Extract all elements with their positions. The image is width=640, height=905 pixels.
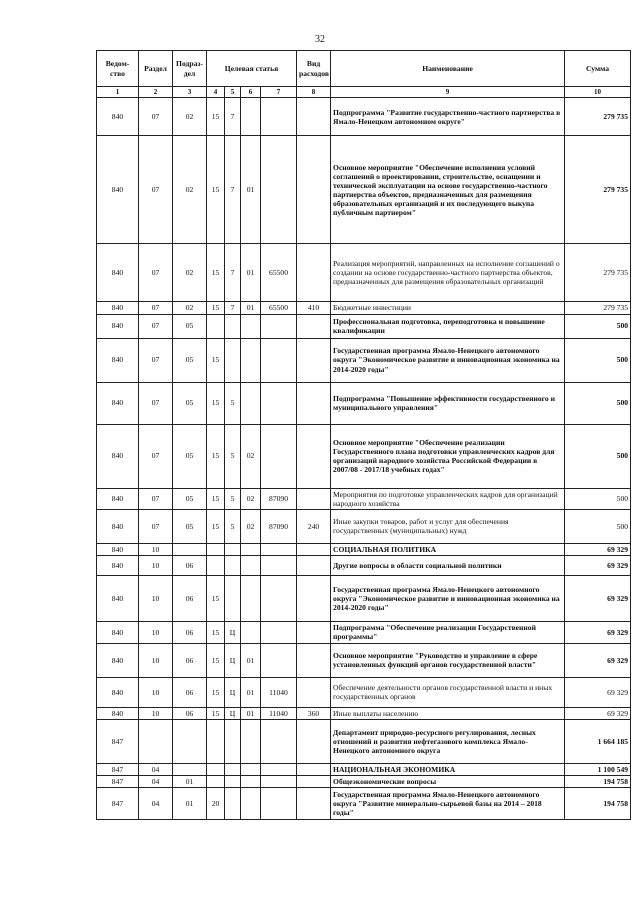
cell-sum: 69 329 xyxy=(565,707,631,719)
cell-expense-type xyxy=(297,788,331,820)
cell-podrazdel: 05 xyxy=(173,424,207,488)
cell-podrazdel: 06 xyxy=(173,643,207,677)
cell-razdel: 10 xyxy=(139,621,173,643)
cell-expense-type xyxy=(297,244,331,302)
cell-name: НАЦИОНАЛЬНАЯ ЭКОНОМИКА xyxy=(331,763,565,775)
cell-target-measure xyxy=(241,763,261,775)
cell-target-program xyxy=(207,543,225,555)
cell-expense-type xyxy=(297,543,331,555)
budget-table xyxy=(96,50,631,820)
cell-expense-type xyxy=(297,424,331,488)
cell-name: Подпрограмма "Повышение эффективности государственного и муниципального управления" xyxy=(331,382,565,424)
cell-sum: 69 329 xyxy=(565,555,631,575)
cell-vedomstvo: 840 xyxy=(97,314,139,338)
table-row xyxy=(97,543,631,555)
cell-target-subprogram: Ц xyxy=(225,677,241,707)
cell-name: Профессиональная подготовка, переподготовка и повышение квалификации xyxy=(331,314,565,338)
cell-podrazdel: 06 xyxy=(173,621,207,643)
cell-razdel: 07 xyxy=(139,424,173,488)
cell-target-subprogram xyxy=(225,776,241,788)
cell-name: Подпрограмма "Обеспечение реализации Государственной программы" xyxy=(331,621,565,643)
cell-vedomstvo: 840 xyxy=(97,575,139,621)
cell-razdel: 07 xyxy=(139,244,173,302)
table-row xyxy=(97,719,631,763)
cell-expense-type xyxy=(297,555,331,575)
cell-target-direction xyxy=(261,98,297,136)
cell-name: Бюджетные инвестиции xyxy=(331,302,565,314)
cell-target-subprogram: 7 xyxy=(225,136,241,244)
cell-expense-type xyxy=(297,314,331,338)
header-row xyxy=(97,51,631,87)
table-row xyxy=(97,98,631,136)
cell-razdel: 07 xyxy=(139,136,173,244)
cell-sum: 69 329 xyxy=(565,543,631,555)
cell-sum: 500 xyxy=(565,382,631,424)
cell-sum: 279 735 xyxy=(565,244,631,302)
table-row xyxy=(97,575,631,621)
cell-target-subprogram: 7 xyxy=(225,244,241,302)
cell-target-program xyxy=(207,776,225,788)
cell-target-program: 15 xyxy=(207,302,225,314)
cell-target-program: 15 xyxy=(207,244,225,302)
cell-target-program: 15 xyxy=(207,424,225,488)
table-row xyxy=(97,776,631,788)
col-index: 6 xyxy=(241,87,261,98)
cell-target-measure: 02 xyxy=(241,488,261,509)
col-index: 7 xyxy=(261,87,297,98)
cell-sum: 279 735 xyxy=(565,136,631,244)
col-index: 5 xyxy=(225,87,241,98)
cell-target-measure: 01 xyxy=(241,677,261,707)
cell-expense-type: 410 xyxy=(297,302,331,314)
cell-target-direction xyxy=(261,424,297,488)
cell-target-program xyxy=(207,314,225,338)
cell-sum: 279 735 xyxy=(565,302,631,314)
cell-target-subprogram: Ц xyxy=(225,621,241,643)
cell-podrazdel: 05 xyxy=(173,488,207,509)
cell-razdel: 10 xyxy=(139,643,173,677)
cell-target-program: 15 xyxy=(207,677,225,707)
cell-expense-type: 240 xyxy=(297,509,331,543)
cell-name: Основное мероприятие "Обеспечение реализации Государственного плана подготовки управленческих кадров для организаций народного хозяйства Российской Федерации в 2007/08 - 2017/18 учебных годах" xyxy=(331,424,565,488)
cell-razdel: 10 xyxy=(139,543,173,555)
cell-target-direction xyxy=(261,136,297,244)
cell-target-subprogram xyxy=(225,314,241,338)
cell-target-measure xyxy=(241,98,261,136)
cell-target-subprogram xyxy=(225,719,241,763)
cell-expense-type xyxy=(297,338,331,382)
cell-expense-type xyxy=(297,776,331,788)
cell-expense-type xyxy=(297,763,331,775)
column-index-row xyxy=(97,87,631,98)
cell-target-measure xyxy=(241,338,261,382)
table-row xyxy=(97,302,631,314)
cell-target-measure xyxy=(241,314,261,338)
page-number: 32 xyxy=(315,34,325,45)
cell-target-program: 20 xyxy=(207,788,225,820)
cell-expense-type xyxy=(297,136,331,244)
cell-target-subprogram: 5 xyxy=(225,424,241,488)
cell-vedomstvo: 840 xyxy=(97,707,139,719)
cell-target-measure xyxy=(241,719,261,763)
cell-target-direction xyxy=(261,763,297,775)
cell-podrazdel: 02 xyxy=(173,302,207,314)
cell-podrazdel: 06 xyxy=(173,677,207,707)
cell-sum: 69 329 xyxy=(565,575,631,621)
cell-podrazdel: 06 xyxy=(173,555,207,575)
cell-target-direction xyxy=(261,575,297,621)
cell-vedomstvo: 840 xyxy=(97,136,139,244)
cell-expense-type xyxy=(297,621,331,643)
cell-name: Другие вопросы в области социальной политики xyxy=(331,555,565,575)
cell-razdel: 10 xyxy=(139,677,173,707)
cell-target-direction xyxy=(261,776,297,788)
cell-target-measure xyxy=(241,621,261,643)
cell-target-measure: 01 xyxy=(241,707,261,719)
cell-target-direction xyxy=(261,555,297,575)
cell-razdel: 10 xyxy=(139,707,173,719)
table-row xyxy=(97,643,631,677)
cell-target-measure: 01 xyxy=(241,643,261,677)
cell-podrazdel: 05 xyxy=(173,338,207,382)
cell-name: Общеэкономические вопросы xyxy=(331,776,565,788)
table-row xyxy=(97,338,631,382)
cell-vedomstvo: 840 xyxy=(97,488,139,509)
cell-razdel: 07 xyxy=(139,302,173,314)
cell-target-direction xyxy=(261,621,297,643)
cell-vedomstvo: 840 xyxy=(97,509,139,543)
cell-target-measure: 01 xyxy=(241,244,261,302)
cell-target-direction xyxy=(261,338,297,382)
table-row xyxy=(97,763,631,775)
cell-name: Иные закупки товаров, работ и услуг для обеспечения государственных (муниципальных) нужд xyxy=(331,509,565,543)
cell-target-direction xyxy=(261,788,297,820)
table-row xyxy=(97,136,631,244)
cell-sum: 500 xyxy=(565,509,631,543)
table-row xyxy=(97,314,631,338)
cell-name: Обеспечение деятельности органов государственной власти и иных государственных органов xyxy=(331,677,565,707)
cell-vedomstvo: 847 xyxy=(97,763,139,775)
cell-vedomstvo: 847 xyxy=(97,788,139,820)
cell-vedomstvo: 840 xyxy=(97,424,139,488)
cell-target-subprogram xyxy=(225,575,241,621)
cell-razdel: 07 xyxy=(139,382,173,424)
cell-target-subprogram: Ц xyxy=(225,643,241,677)
cell-target-subprogram: 5 xyxy=(225,382,241,424)
table-row xyxy=(97,509,631,543)
col-index: 8 xyxy=(297,87,331,98)
table-row xyxy=(97,424,631,488)
cell-target-direction: 65500 xyxy=(261,302,297,314)
cell-vedomstvo: 847 xyxy=(97,719,139,763)
header-celevaya-statya: Целевая статья xyxy=(207,51,297,87)
cell-target-direction: 87090 xyxy=(261,509,297,543)
cell-sum: 194 758 xyxy=(565,776,631,788)
cell-target-subprogram xyxy=(225,543,241,555)
cell-target-subprogram: 7 xyxy=(225,302,241,314)
cell-sum: 500 xyxy=(565,314,631,338)
cell-podrazdel: 06 xyxy=(173,575,207,621)
cell-vedomstvo: 840 xyxy=(97,244,139,302)
cell-name: СОЦИАЛЬНАЯ ПОЛИТИКА xyxy=(331,543,565,555)
table-row xyxy=(97,621,631,643)
cell-podrazdel: 02 xyxy=(173,244,207,302)
cell-target-direction xyxy=(261,643,297,677)
cell-target-program xyxy=(207,763,225,775)
cell-sum: 1 664 185 xyxy=(565,719,631,763)
cell-target-program: 15 xyxy=(207,621,225,643)
cell-target-direction: 11040 xyxy=(261,707,297,719)
cell-target-program xyxy=(207,719,225,763)
cell-podrazdel xyxy=(173,543,207,555)
table-row xyxy=(97,244,631,302)
cell-target-direction xyxy=(261,543,297,555)
cell-target-direction: 87090 xyxy=(261,488,297,509)
cell-target-subprogram xyxy=(225,763,241,775)
cell-sum: 279 735 xyxy=(565,98,631,136)
cell-target-program: 15 xyxy=(207,98,225,136)
table-row xyxy=(97,488,631,509)
cell-expense-type xyxy=(297,677,331,707)
cell-target-measure: 01 xyxy=(241,302,261,314)
cell-name: Подпрограмма "Развитие государственно-частного партнерства в Ямало-Ненецком автономном округе" xyxy=(331,98,565,136)
cell-target-program: 15 xyxy=(207,643,225,677)
cell-target-subprogram: 7 xyxy=(225,98,241,136)
cell-sum: 500 xyxy=(565,338,631,382)
cell-target-subprogram: 5 xyxy=(225,488,241,509)
cell-target-program: 15 xyxy=(207,382,225,424)
cell-sum: 500 xyxy=(565,488,631,509)
cell-target-direction xyxy=(261,382,297,424)
cell-podrazdel: 05 xyxy=(173,314,207,338)
cell-target-measure xyxy=(241,555,261,575)
cell-name: Основное мероприятие "Обеспечение исполнения условий соглашений о проектировании, строительстве, оснащении и технической эксплуатации на основе государственно-частного партнерства объектов, предназначенных для размещения образовательных организаций и их последующего выкупа публичным партнером" xyxy=(331,136,565,244)
cell-expense-type xyxy=(297,643,331,677)
cell-podrazdel: 05 xyxy=(173,382,207,424)
header-summa: Сумма xyxy=(565,51,631,87)
cell-target-direction xyxy=(261,314,297,338)
col-index: 10 xyxy=(565,87,631,98)
cell-razdel: 04 xyxy=(139,788,173,820)
cell-razdel: 04 xyxy=(139,776,173,788)
cell-target-program: 15 xyxy=(207,338,225,382)
cell-target-subprogram: Ц xyxy=(225,707,241,719)
cell-target-program: 15 xyxy=(207,575,225,621)
cell-vedomstvo: 840 xyxy=(97,555,139,575)
cell-target-measure xyxy=(241,543,261,555)
cell-expense-type xyxy=(297,382,331,424)
cell-name: Государственная программа Ямало-Ненецкого автономного округа "Экономическое развитие и инновационная экономика на 2014-2020 годы" xyxy=(331,338,565,382)
table-row xyxy=(97,677,631,707)
cell-target-measure: 02 xyxy=(241,424,261,488)
cell-name: Мероприятия по подготовке управленческих кадров для организаций народного хозяйства xyxy=(331,488,565,509)
cell-podrazdel: 02 xyxy=(173,136,207,244)
cell-name: Основное мероприятие "Руководство и управление в сфере установленных функций органов государственной власти" xyxy=(331,643,565,677)
cell-razdel: 07 xyxy=(139,314,173,338)
cell-podrazdel: 01 xyxy=(173,776,207,788)
col-index: 2 xyxy=(139,87,173,98)
cell-target-measure: 02 xyxy=(241,509,261,543)
cell-vedomstvo: 840 xyxy=(97,677,139,707)
cell-vedomstvo: 840 xyxy=(97,302,139,314)
cell-expense-type: 360 xyxy=(297,707,331,719)
cell-target-direction: 11040 xyxy=(261,677,297,707)
cell-name: Иные выплаты населению xyxy=(331,707,565,719)
cell-vedomstvo: 847 xyxy=(97,776,139,788)
table-row xyxy=(97,382,631,424)
cell-podrazdel xyxy=(173,763,207,775)
header-vid-rashodov: Вид расходов xyxy=(297,51,331,87)
table-row xyxy=(97,788,631,820)
cell-target-subprogram xyxy=(225,788,241,820)
cell-target-subprogram: 5 xyxy=(225,509,241,543)
header-podrazdel: Подраз-дел xyxy=(173,51,207,87)
cell-target-program xyxy=(207,555,225,575)
table-row xyxy=(97,707,631,719)
cell-name: Государственная программа Ямало-Ненецкого автономного округа "Развитие минерально-сырьевой базы на 2014 – 2018 годы" xyxy=(331,788,565,820)
cell-sum: 500 xyxy=(565,424,631,488)
cell-podrazdel: 05 xyxy=(173,509,207,543)
cell-razdel: 07 xyxy=(139,338,173,382)
cell-sum: 69 329 xyxy=(565,643,631,677)
cell-name: Государственная программа Ямало-Ненецкого автономного округа "Экономическое развитие и инновационная экономика на 2014-2020 годы" xyxy=(331,575,565,621)
cell-target-program: 15 xyxy=(207,707,225,719)
cell-razdel: 07 xyxy=(139,98,173,136)
cell-razdel xyxy=(139,719,173,763)
cell-target-program: 15 xyxy=(207,509,225,543)
cell-vedomstvo: 840 xyxy=(97,382,139,424)
cell-razdel: 04 xyxy=(139,763,173,775)
col-index: 1 xyxy=(97,87,139,98)
cell-podrazdel: 06 xyxy=(173,707,207,719)
header-razdel: Раздел xyxy=(139,51,173,87)
cell-target-direction xyxy=(261,719,297,763)
cell-target-measure xyxy=(241,788,261,820)
cell-target-measure xyxy=(241,575,261,621)
table-row xyxy=(97,555,631,575)
cell-target-program: 15 xyxy=(207,488,225,509)
header-naimenovanie: Наименование xyxy=(331,51,565,87)
cell-sum: 69 329 xyxy=(565,677,631,707)
cell-vedomstvo: 840 xyxy=(97,338,139,382)
cell-expense-type xyxy=(297,719,331,763)
cell-podrazdel xyxy=(173,719,207,763)
cell-expense-type xyxy=(297,98,331,136)
cell-podrazdel: 01 xyxy=(173,788,207,820)
cell-sum: 194 758 xyxy=(565,788,631,820)
cell-target-measure xyxy=(241,776,261,788)
cell-target-direction: 65500 xyxy=(261,244,297,302)
cell-expense-type xyxy=(297,488,331,509)
cell-target-program: 15 xyxy=(207,136,225,244)
cell-sum: 1 100 549 xyxy=(565,763,631,775)
header-vedomstvo: Ведом-ство xyxy=(97,51,139,87)
cell-vedomstvo: 840 xyxy=(97,621,139,643)
cell-name: Департамент природно-ресурсного регулирования, лесных отношений и развития нефтегазового комплекса Ямало-Ненецкого автономного округа xyxy=(331,719,565,763)
cell-target-subprogram xyxy=(225,338,241,382)
cell-vedomstvo: 840 xyxy=(97,543,139,555)
cell-razdel: 07 xyxy=(139,509,173,543)
cell-expense-type xyxy=(297,575,331,621)
cell-razdel: 10 xyxy=(139,555,173,575)
col-index: 3 xyxy=(173,87,207,98)
cell-razdel: 07 xyxy=(139,488,173,509)
cell-razdel: 10 xyxy=(139,575,173,621)
cell-name: Реализация мероприятий, направленных на исполнение соглашений о создании на основе государственно-частного партнерства объектов, предназначенных для размещения образовательных организаций xyxy=(331,244,565,302)
cell-podrazdel: 02 xyxy=(173,98,207,136)
cell-target-measure xyxy=(241,382,261,424)
col-index: 9 xyxy=(331,87,565,98)
cell-target-subprogram xyxy=(225,555,241,575)
cell-vedomstvo: 840 xyxy=(97,98,139,136)
col-index: 4 xyxy=(207,87,225,98)
table-body xyxy=(97,98,631,820)
cell-target-measure: 01 xyxy=(241,136,261,244)
cell-sum: 69 329 xyxy=(565,621,631,643)
cell-vedomstvo: 840 xyxy=(97,643,139,677)
